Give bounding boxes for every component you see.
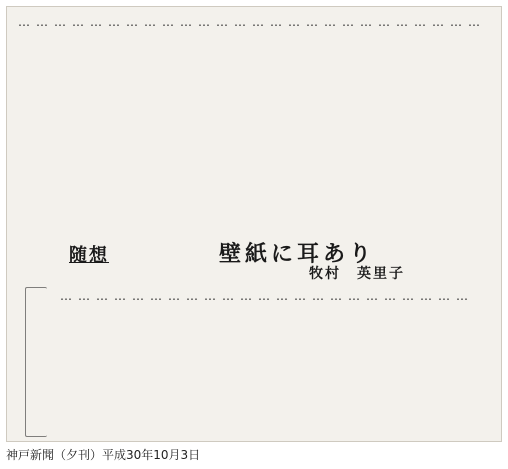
author-byline: 牧村 英里子 xyxy=(309,266,405,282)
article-column: … xyxy=(71,15,85,30)
article-column: … xyxy=(203,289,217,304)
article-column: … xyxy=(59,289,73,304)
article-column: … xyxy=(269,15,283,30)
article-column: … xyxy=(383,289,397,304)
article-column: … xyxy=(449,15,463,30)
article-column: … xyxy=(467,15,481,30)
source-citation: 神戸新聞（夕刊）平成30年10月3日 xyxy=(6,448,201,462)
article-column: … xyxy=(239,289,253,304)
article-column: … xyxy=(185,289,199,304)
article-column: … xyxy=(131,289,145,304)
article-column: … xyxy=(149,289,163,304)
article-column: … xyxy=(179,15,193,30)
article-column: … xyxy=(35,15,49,30)
article-column: … xyxy=(233,15,247,30)
article-column: … xyxy=(455,289,469,304)
article-column: … xyxy=(221,289,235,304)
article-column: … xyxy=(113,289,127,304)
article-column: … xyxy=(107,15,121,30)
article-column: … xyxy=(143,15,157,30)
article-title: 壁紙に耳あり xyxy=(219,241,376,267)
left-bracket xyxy=(25,287,47,437)
article-column: … xyxy=(437,289,451,304)
article-column: … xyxy=(329,289,343,304)
article-column: … xyxy=(431,15,445,30)
article-column: … xyxy=(197,15,211,30)
article-column: … xyxy=(89,15,103,30)
article-column: … xyxy=(419,289,433,304)
article-column: … xyxy=(359,15,373,30)
article-column: … xyxy=(311,289,325,304)
article-column: … xyxy=(287,15,301,30)
article-column: … xyxy=(275,289,289,304)
article-column: … xyxy=(377,15,391,30)
article-column: … xyxy=(341,15,355,30)
article-column: … xyxy=(347,289,361,304)
article-column: … xyxy=(167,289,181,304)
headline-band xyxy=(59,231,483,281)
article-column: … xyxy=(95,289,109,304)
article-column: … xyxy=(257,289,271,304)
article-column: … xyxy=(293,289,307,304)
article-column: … xyxy=(53,15,67,30)
article-column: … xyxy=(251,15,265,30)
article-column: … xyxy=(161,15,175,30)
article-column: … xyxy=(413,15,427,30)
article-column: … xyxy=(125,15,139,30)
article-column: … xyxy=(365,289,379,304)
newspaper-clipping xyxy=(6,6,502,442)
article-column: … xyxy=(401,289,415,304)
article-column: … xyxy=(215,15,229,30)
article-column: … xyxy=(77,289,91,304)
article-column: … xyxy=(305,15,319,30)
article-column: … xyxy=(17,15,31,30)
article-column: … xyxy=(395,15,409,30)
article-column: … xyxy=(323,15,337,30)
section-label: 随想 xyxy=(69,245,109,266)
